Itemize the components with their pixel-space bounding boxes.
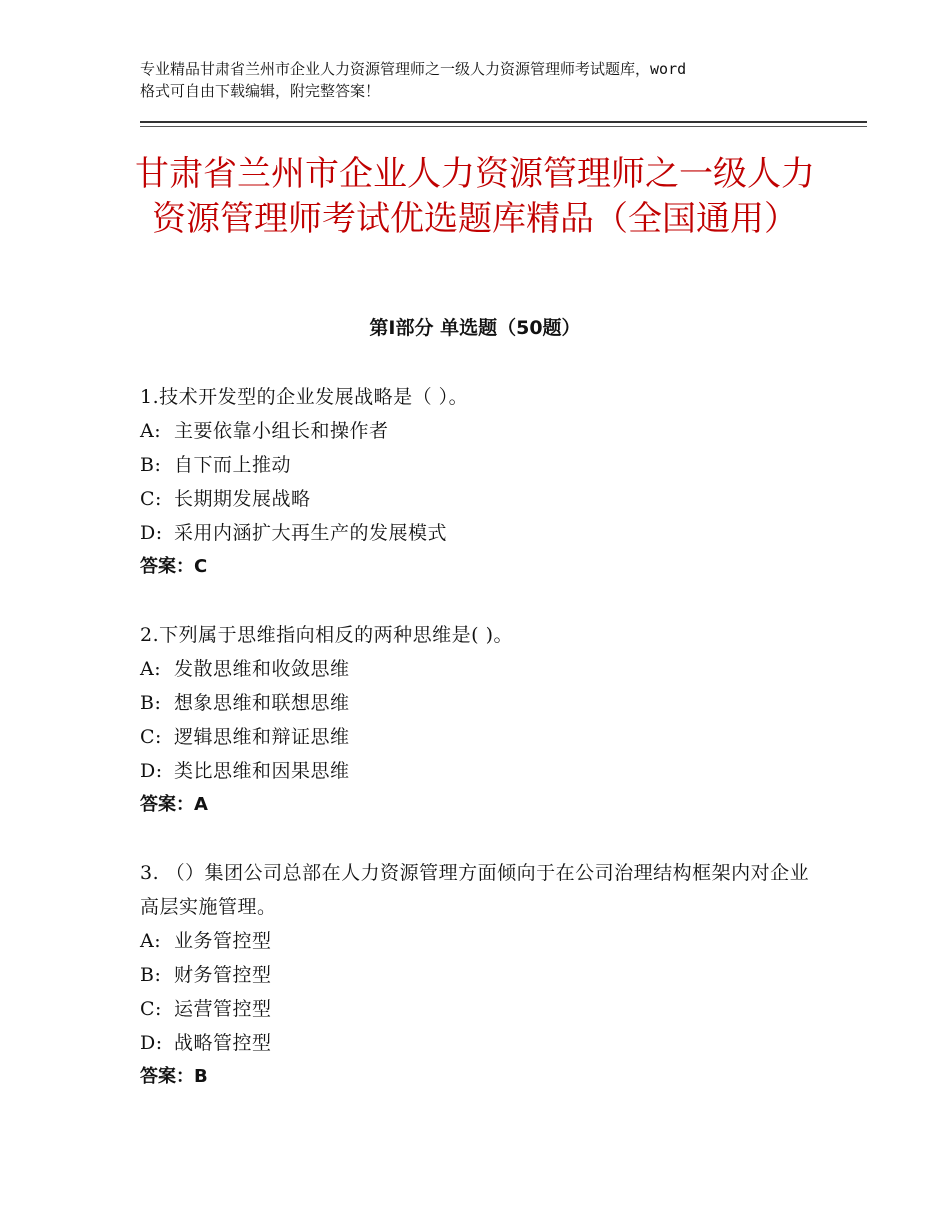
option-key: B: [140,454,162,476]
question-option-a [140,924,810,958]
header-note-line-2: 格式可自由下载编辑，附完整答案！ [140,82,381,100]
question-option-d [140,1026,810,1060]
option-key: C: [140,488,162,510]
option-key: A: [140,420,162,442]
option-key: A: [140,658,162,680]
option-text: 自下而上推动 [174,454,292,476]
question-option-b [140,686,810,720]
option-text: 战略管控型 [174,1032,272,1054]
document-title: 甘肃省兰州市企业人力资源管理师之一级人力资源管理师考试优选题库精品（全国通用） [135,154,815,239]
option-key: D: [140,522,163,544]
option-key: C: [140,998,162,1020]
question-option-b [140,958,810,992]
option-key: D: [140,760,163,782]
option-text: 想象思维和联想思维 [174,692,350,714]
question-2 [140,618,810,822]
header-note [140,58,830,102]
option-text: 发散思维和收敛思维 [174,658,350,680]
question-option-b [140,448,810,482]
question-stem: 3. （）集团公司总部在人力资源管理方面倾向于在公司治理结构框架内对企业高层实施管理。 [140,862,810,918]
option-key: B: [140,692,162,714]
question-answer: 答案：C [140,556,208,577]
question-option-d [140,754,810,788]
option-text: 主要依靠小组长和操作者 [174,420,389,442]
question-answer: 答案：B [140,1066,208,1087]
header-note-line-1: 专业精品甘肃省兰州市企业人力资源管理师之一级人力资源管理师考试题库，word [140,60,687,78]
option-text: 运营管控型 [174,998,272,1020]
option-text: 长期期发展战略 [174,488,311,510]
question-stem: 2.下列属于思维指向相反的两种思维是( )。 [140,624,513,646]
section-title: 第Ⅰ部分 单选题（50题） [369,317,581,339]
option-key: B: [140,964,162,986]
option-text: 财务管控型 [174,964,272,986]
question-option-d [140,516,810,550]
option-key: A: [140,930,162,952]
header-divider-thin [140,126,867,127]
question-list [140,380,810,1128]
question-option-a [140,414,810,448]
question-option-a [140,652,810,686]
question-answer: 答案：A [140,794,208,815]
header-divider-thick [140,121,867,123]
option-key: C: [140,726,162,748]
question-1 [140,380,810,584]
option-text: 采用内涵扩大再生产的发展模式 [174,522,448,544]
question-option-c [140,482,810,516]
question-option-c [140,992,810,1026]
question-stem: 1.技术开发型的企业发展战略是（ ）。 [140,386,469,408]
option-key: D: [140,1032,163,1054]
question-3 [140,856,810,1094]
question-option-c [140,720,810,754]
option-text: 逻辑思维和辩证思维 [174,726,350,748]
option-text: 业务管控型 [174,930,272,952]
option-text: 类比思维和因果思维 [174,760,350,782]
